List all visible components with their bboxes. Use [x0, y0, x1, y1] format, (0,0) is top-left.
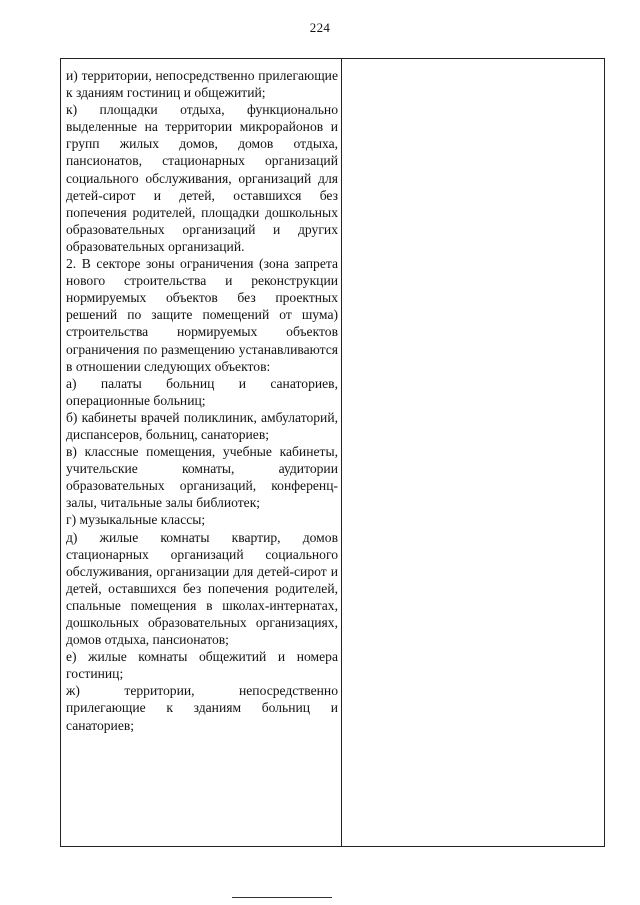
list-item-v: в) классные помещения, учебные кабинеты, учительские комнаты, аудитории образовательных организаций, конференц-залы, читальные залы библиотек; [66, 444, 338, 511]
page-number: 224 [309, 20, 331, 35]
list-item-d: д) жилые комнаты квартир, домов стационарных организаций социального обслуживания, организации для детей-сирот и детей, оставшихся без попечения родителей, спальные помещения в школах-интернатах, дошкольных образовательных организациях, домов отдыха, пансионатов; [66, 529, 338, 648]
bottom-divider [232, 897, 332, 904]
left-table-cell [61, 59, 342, 846]
list-item-g: г) музыкальные классы; [66, 512, 206, 528]
section-2-intro: 2. В секторе зоны ограничения (зона запрета нового строительства и реконструкции нормируемых объектов без проектных решений по защите помещений от шума) строительства нормируемых объектов ограничения по размещению устанавливаются в отношении следующих объектов: [66, 256, 338, 374]
right-table-cell [342, 59, 604, 846]
list-item-zh: ж) территории, непосредственно прилегающие к зданиям больниц и санаториев; [66, 683, 338, 733]
list-item-e: е) жилые комнаты общежитий и номера гостиниц; [66, 649, 338, 682]
list-item-i: и) территории, непосредственно прилегающие к зданиям гостиниц и общежитий; [66, 68, 338, 101]
list-item-k: к) площадки отдыха, функционально выделенные на территории микрорайонов и групп жилых домов, домов отдыха, пансионатов, стационарных организаций социального обслуживания, организаций для детей-сирот и детей, оставшихся без попечения родителей, площадки дошкольных образовательных организаций и других образовательных организаций. [66, 102, 338, 254]
document-table [60, 58, 605, 847]
list-item-b: б) кабинеты врачей поликлиник, амбулаторий, диспансеров, больниц, санаториев; [66, 409, 338, 442]
list-item-a: а) палаты больниц и санаториев, операционные больниц; [66, 375, 338, 408]
